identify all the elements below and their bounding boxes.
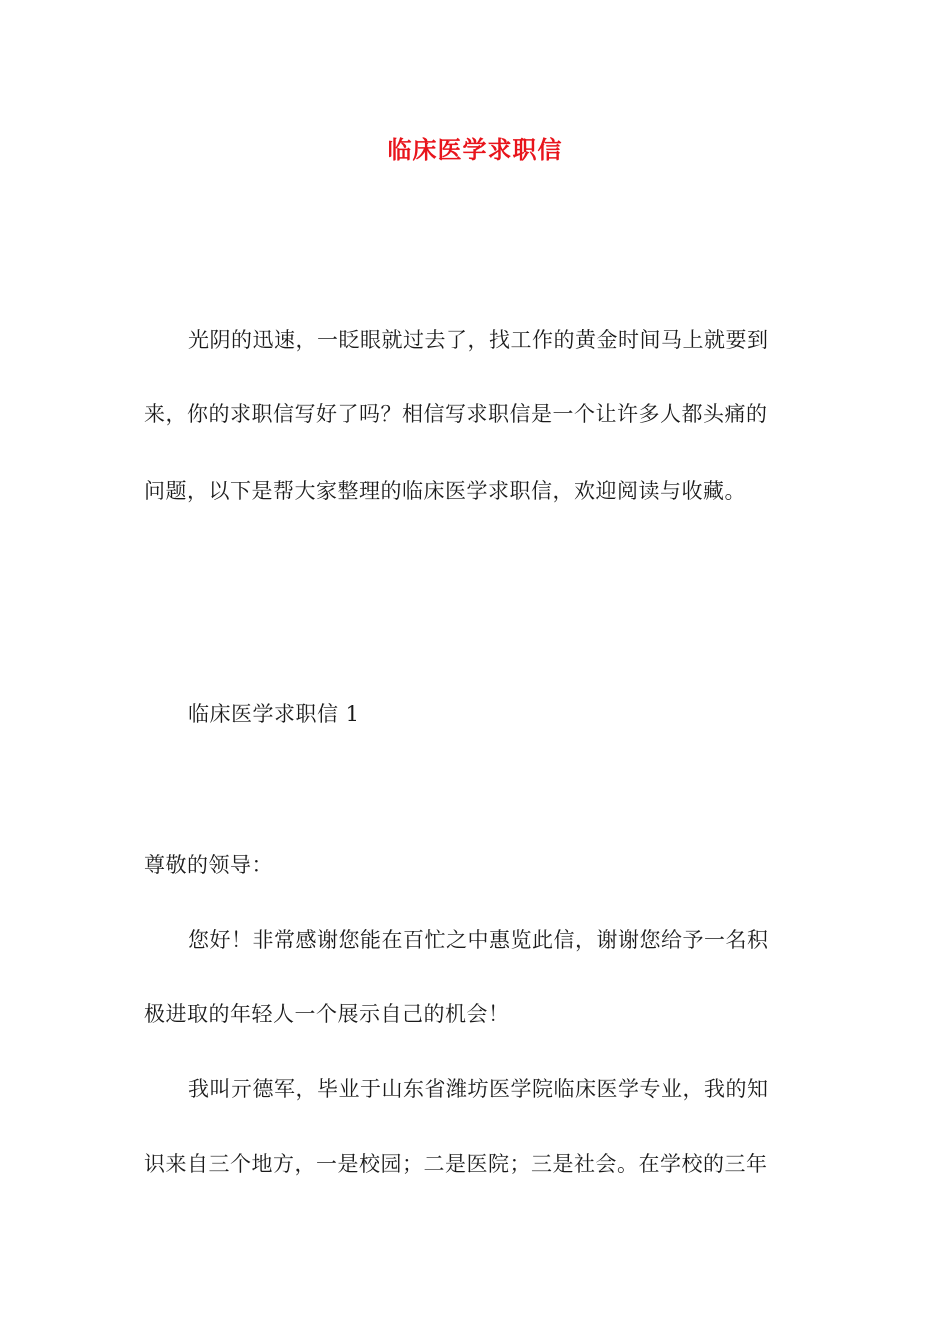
intro-line-1: 光阴的迅速，一眨眼就过去了，找工作的黄金时间马上就要到	[188, 328, 769, 352]
section-heading: 临床医学求职信 1	[188, 702, 360, 726]
document-title: 临床医学求职信	[387, 135, 563, 164]
body-line-4: 识来自三个地方，一是校园；二是医院；三是社会。在学校的三年	[144, 1152, 768, 1176]
body-line-2: 极进取的年轻人一个展示自己的机会！	[144, 1002, 510, 1026]
salutation: 尊敬的领导：	[144, 853, 273, 877]
intro-line-2: 来，你的求职信写好了吗？相信写求职信是一个让许多人都头痛的	[144, 402, 768, 426]
intro-line-3: 问题，以下是帮大家整理的临床医学求职信，欢迎阅读与收藏。	[144, 479, 746, 503]
body-line-3: 我叫亓德军，毕业于山东省潍坊医学院临床医学专业，我的知	[188, 1077, 769, 1101]
body-line-1: 您好！非常感谢您能在百忙之中惠览此信，谢谢您给予一名积	[188, 928, 769, 952]
